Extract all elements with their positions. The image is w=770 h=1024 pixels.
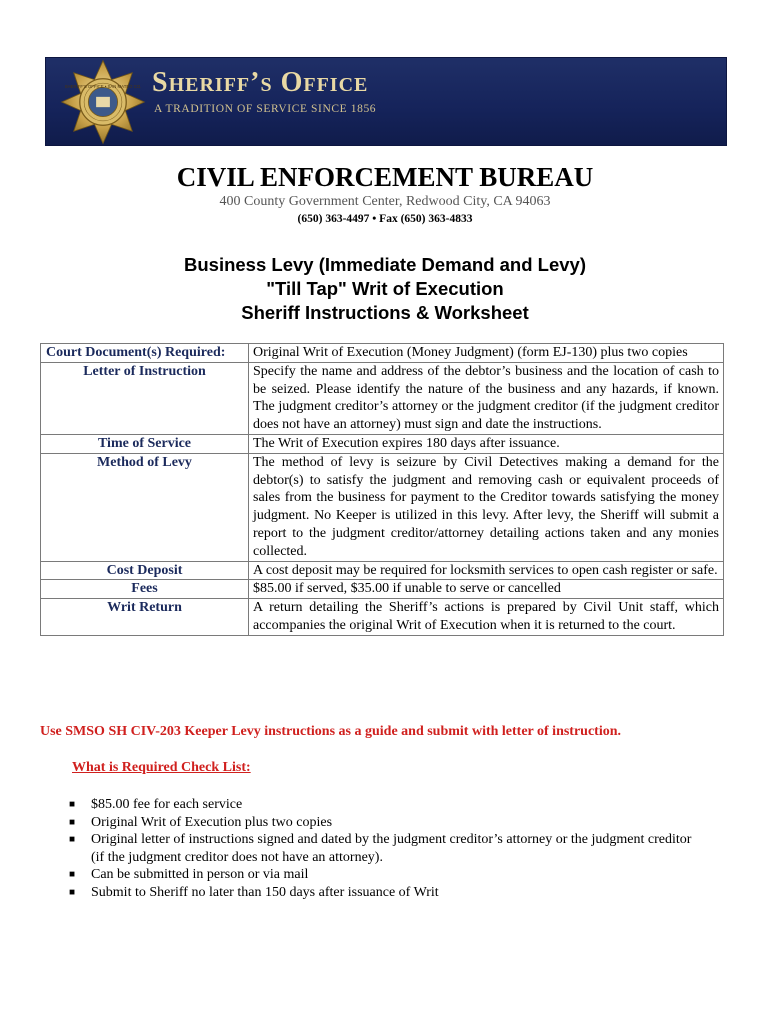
list-item xyxy=(67,831,707,866)
row-label: Letter of Instruction xyxy=(41,362,249,434)
badge-text: SHERIFF'S OFFICE • SAN MATEO CO. xyxy=(64,84,142,90)
list-item xyxy=(67,814,707,832)
row-label: Time of Service xyxy=(41,434,249,453)
row-value: The Writ of Execution expires 180 days after issuance. xyxy=(249,434,724,453)
row-label: Court Document(s) Required: xyxy=(41,344,249,363)
bureau-title: CIVIL ENFORCEMENT BUREAU xyxy=(176,162,594,192)
title-line-3: Sheriff Instructions & Worksheet xyxy=(241,302,529,323)
row-value: The method of levy is seizure by Civil Detectives making a demand for the debtor(s) to satisfy the judgment and removing cash or equivalent proceeds of sales from the business for payment to the Creditor towards satisfying the money judgment. No Keeper is utilized in this levy. After levy, the Sheriff will submit a report to the judgment creditor/attorney detailing actions taken and any monies collected. xyxy=(249,453,724,561)
list-item-text: Original Writ of Execution plus two copies xyxy=(91,814,333,830)
row-value: Specify the name and address of the debtor’s business and the location of cash to be seized. Please identify the nature of the business and any hazards, if known. The judgment creditor’s attorney or the judgment creditor (if the judgment creditor does not have an attorney) must sign and date the instructions. xyxy=(249,362,724,434)
bureau-address: 400 County Government Center, Redwood City, CA 94063 xyxy=(219,194,551,209)
row-label: Writ Return xyxy=(41,599,249,636)
row-label: Method of Levy xyxy=(41,453,249,561)
square-bullet-icon: ■ xyxy=(69,869,76,881)
table-row xyxy=(41,434,724,453)
table-row xyxy=(41,580,724,599)
row-value: A return detailing the Sheriff’s actions is prepared by Civil Unit staff, which accompanies the original Writ of Execution when it is returned to the court. xyxy=(249,599,724,636)
square-bullet-icon: ■ xyxy=(69,799,76,810)
list-item-text: Submit to Sheriff no later than 150 days after issuance of Writ xyxy=(91,884,439,900)
bureau-phone: (650) 363-4497 • Fax (650) 363-4833 xyxy=(297,213,473,225)
square-bullet-icon: ■ xyxy=(69,886,76,898)
guide-note: Use SMSO SH CIV-203 Keeper Levy instructions as a guide and submit with letter of instruction. xyxy=(40,724,622,739)
checklist-heading: What is Required Check List: xyxy=(72,760,251,775)
instructions-table xyxy=(40,343,724,636)
list-item-text: Can be submitted in person or via mail xyxy=(91,867,309,883)
checklist xyxy=(67,796,707,902)
table-row xyxy=(41,561,724,580)
list-item-text: Original letter of instructions signed and dated by the judgment creditor’s attorney or the judgment creditor (if the judgment creditor does not have an attorney). xyxy=(91,832,692,865)
table-row xyxy=(41,453,724,561)
row-value: Original Writ of Execution (Money Judgment) (form EJ-130) plus two copies xyxy=(249,344,724,363)
row-value: $85.00 if served, $35.00 if unable to serve or cancelled xyxy=(249,580,724,599)
sheriff-star-badge-icon xyxy=(60,59,146,145)
document-title xyxy=(0,253,770,325)
banner-tagline: A TRADITION OF SERVICE SINCE 1856 xyxy=(154,103,377,115)
list-item-text: $85.00 fee for each service xyxy=(91,797,243,812)
banner-title: Sheriff’s Office xyxy=(152,67,369,98)
row-label: Fees xyxy=(41,580,249,599)
title-line-2: "Till Tap" Writ of Execution xyxy=(266,278,504,299)
row-label: Cost Deposit xyxy=(41,561,249,580)
list-item xyxy=(67,866,707,884)
square-bullet-icon: ■ xyxy=(69,834,76,846)
title-line-1: Business Levy (Immediate Demand and Levy) xyxy=(184,254,586,275)
square-bullet-icon: ■ xyxy=(69,816,76,828)
list-item xyxy=(67,884,707,902)
table-row xyxy=(41,344,724,363)
row-value: A cost deposit may be required for locksmith services to open cash register or safe. xyxy=(249,561,724,580)
list-item xyxy=(67,796,707,814)
table-row xyxy=(41,362,724,434)
table-row xyxy=(41,599,724,636)
sheriff-banner xyxy=(45,57,727,146)
